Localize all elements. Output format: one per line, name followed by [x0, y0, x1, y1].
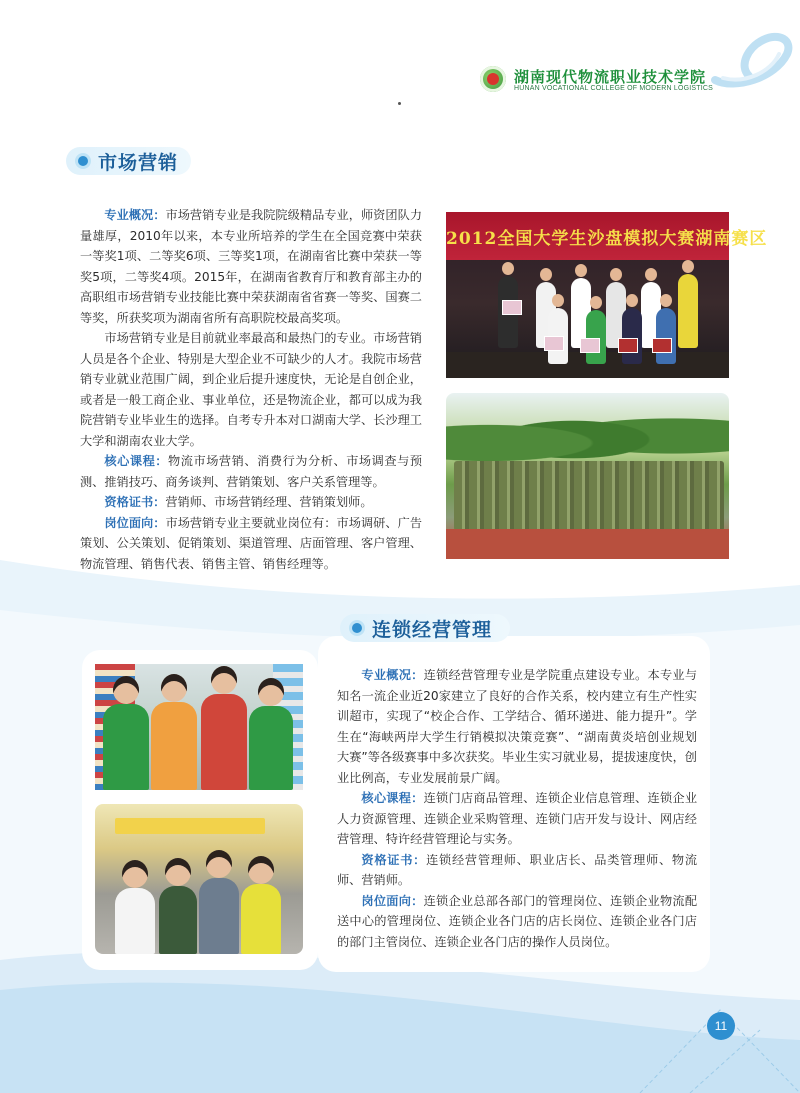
courses-label: 核心课程： — [104, 454, 169, 468]
overview-label: 专业概况： — [361, 668, 424, 682]
courses-text: 物流市场营销、消费行为分析、市场调查与预测、推销技巧、商务谈判、营销策划、客户关系管理等。 — [80, 454, 423, 489]
jobs-text: 连锁企业总部各部门的管理岗位、连锁企业物流配送中心的管理岗位、连锁企业各门店的店长岗位、连锁企业各门店的部门主管岗位、连锁企业各门店的操作人员岗位。 — [337, 893, 698, 949]
page-number: 11 — [707, 1012, 735, 1040]
bullet-icon — [352, 623, 362, 633]
overview-paragraph — [337, 665, 697, 788]
overview-label: 专业概况： — [104, 208, 166, 222]
award-ceremony-photo — [446, 212, 768, 378]
store-sign — [115, 818, 265, 834]
cert-label: 资格证书： — [104, 495, 166, 509]
overview-text: 连锁经营管理专业是学院重点建设专业。本专业与知名一流企业近20家建立了良好的合作关系，校内建立有生产性实训超市，实现了“校企合作、工学结合、循环递进、能力提升”。学生在“海峡两岸大学生行销模拟决策竞赛”、“湖南黄炎培创业规划大赛”等各级赛事中多次获奖。毕业生实习就业易，提拔速度快，创业比例高，专业发展前景广阔。 — [337, 668, 698, 785]
courses-label: 核心课程： — [361, 791, 424, 805]
cert-paragraph — [337, 850, 697, 891]
certificate — [502, 300, 522, 315]
cert-paragraph — [80, 492, 422, 513]
bullet-icon — [78, 156, 88, 166]
staff-figure — [159, 886, 197, 954]
overview-paragraph — [80, 205, 422, 328]
cert-text: 营销师、市场营销经理、营销策划师。 — [165, 495, 373, 509]
jobs-paragraph — [80, 513, 422, 575]
jobs-text: 市场营销专业主要就业岗位有：市场调研、广告策划、公关策划、促销策划、渠道管理、店面管理、客户管理、物流管理、销售代表、销售主管、销售经理等。 — [80, 515, 423, 571]
store-staff-photo — [95, 664, 303, 790]
mall-staff-photo — [95, 804, 303, 954]
cert-label: 资格证书： — [361, 852, 427, 867]
staff-figure — [115, 888, 155, 954]
staff-figure — [241, 884, 281, 954]
students-in-formation — [454, 461, 724, 531]
certificate — [618, 338, 638, 353]
staff-figure — [151, 702, 197, 790]
decorative-dot — [398, 102, 401, 105]
section-title-marketing — [66, 147, 191, 175]
swoosh-logo-icon — [705, 28, 795, 98]
chain-management-description — [337, 665, 697, 952]
certificate — [544, 336, 564, 351]
school-name-cn: 湖南现代物流职业技术学院 — [514, 68, 707, 86]
cert-text: 连锁经营管理师、职业店长、品类管理师、物流师、营销师。 — [337, 852, 698, 887]
jobs-paragraph — [337, 891, 697, 953]
running-track — [446, 529, 729, 559]
certificate — [652, 338, 672, 353]
staff-figure — [103, 704, 149, 790]
section-title-text: 市场营销 — [98, 151, 179, 174]
marketing-description — [80, 205, 422, 574]
overview-text: 市场营销专业是我院院级精品专业，师资团队力量雄厚，2010年以来，本专业所培养的学生在全国竞赛中荣获一等奖1项、二等奖6项、三等奖1项，在湖南省比赛中荣获一等奖5项，二等奖4项。2015年，在湖南省教育厅和教育部主办的高职组市场营销专业技能比赛中荣获湖南省省赛一等奖、国赛二等奖，所获奖项为湖南省所有高职院校最高奖项。 — [80, 208, 423, 325]
photo-banner-text: 2012全国大学生沙盘模拟大赛湖南赛区 — [446, 229, 768, 249]
student-figure — [622, 308, 642, 364]
student-figure — [586, 310, 606, 364]
staff-figure — [199, 878, 239, 954]
staff-figure — [249, 706, 293, 790]
jobs-label: 岗位面向： — [361, 893, 424, 908]
courses-text: 连锁门店商品管理、连锁企业信息管理、连锁企业人力资源管理、连锁企业采购管理、连锁门店开发与设计、网店经营管理、特许经营管理论与实务。 — [337, 791, 698, 846]
staff-figure — [201, 694, 247, 790]
student-figure — [678, 274, 698, 348]
courses-paragraph — [80, 451, 422, 492]
school-logo-icon — [480, 66, 506, 92]
employment-paragraph: 市场营销专业是目前就业率最高和最热门的专业。市场营销人员是各个企业、特别是大型企业不可缺少的人才。我院市场营销专业就业范围广阔，到企业后提升速度快，无论是自创企业，或者是一般工商企业、事业单位，还是物流企业，都可以成为我院营销专业毕业生的选择。自考专升本对口湖南大学、长沙理工大学和湖南农业大学。 — [80, 331, 422, 448]
section-title-chain-management — [340, 614, 510, 642]
school-name-en: HUNAN VOCATIONAL COLLEGE OF MODERN LOGISTICS — [514, 85, 713, 92]
military-training-photo — [446, 393, 729, 559]
jobs-label: 岗位面向： — [104, 515, 166, 530]
courses-paragraph — [337, 788, 697, 850]
certificate — [580, 338, 600, 353]
section-title-text: 连锁经营管理 — [372, 618, 493, 641]
student-figure — [656, 308, 676, 364]
